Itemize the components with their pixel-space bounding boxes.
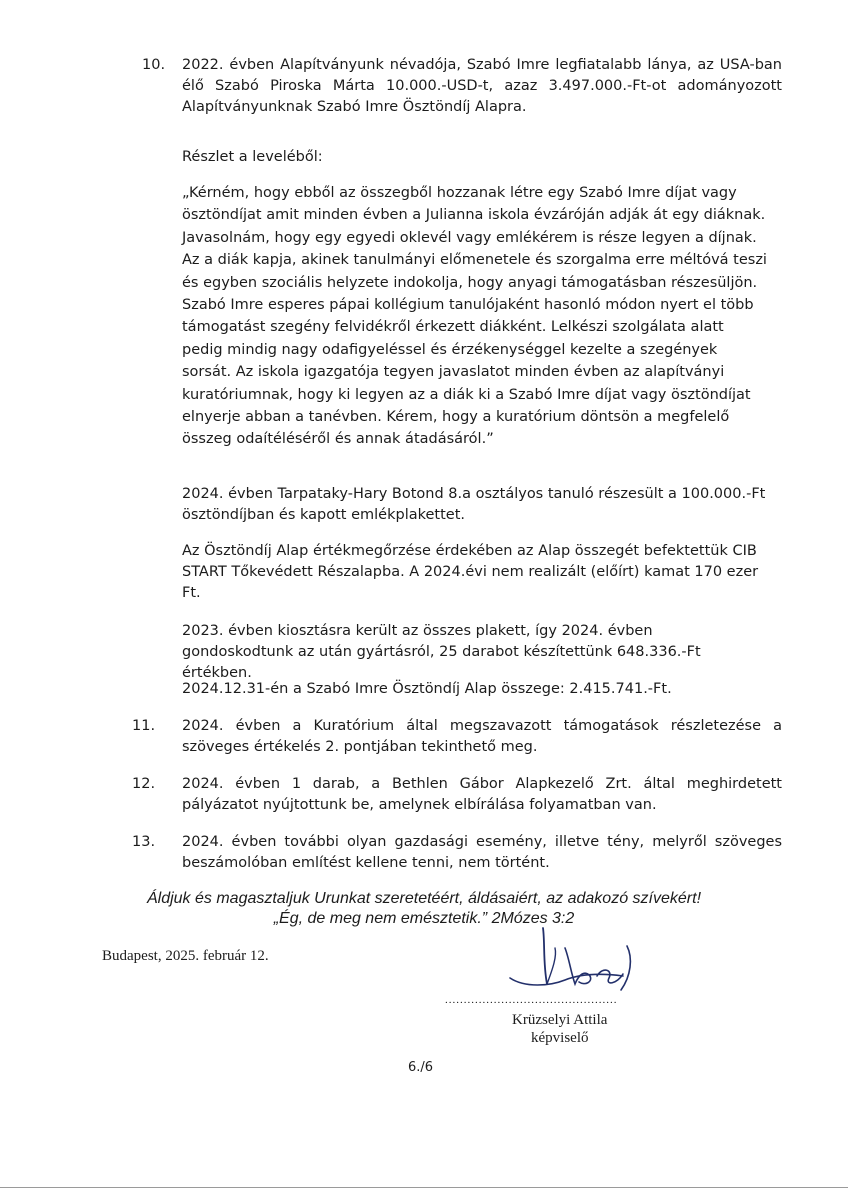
signer-name: Krüzselyi Attila — [512, 1012, 608, 1028]
item-text: 2024. évben további olyan gazdasági esemény, illetve tény, melyről szöveges beszámolóban említést kellene tenni, nem történt. — [182, 834, 782, 871]
letter-quote: „Kérném, hogy ebből az összegből hozzanak létre egy Szabó Imre díjat vagy ösztöndíjat amit minden évben a Julianna iskola évzáróján adják át egy diáknak. Javasolnám, hogy egy egyedi oklevél vagy emlékérem is része legyen a díjnak. Az a diák kapja, akinek tanulmányi előmenetele és szorgalma erre méltóvá teszi és egyben szociális helyzete indokolja, hogy anyagi támogatásban részesüljön. Szabó Imre esperes pápai kollégium tanulójaként hasonló módon nyert el több támogatást szegény felvidékről érkezett diákként. Lelkészi szolgálata alatt pedig mindig nagy odafigyeléssel és érzékenységgel kezelte a szegények sorsát. Az iskola igazgatója tegyen javaslatot minden évben az alapítványi kuratóriumnak, hogy ki legyen az a diák ki a Szabó Imre díjat vagy ösztöndíjat elnyerje abban a tanévben. Kérem, hogy a kuratórium döntsön a megfelelő összeg odaítéléséről és annak átadásáról.” — [182, 185, 767, 448]
signer-title: képviselő — [531, 1030, 589, 1046]
plaques-paragraph: 2023. évben kiosztásra került az összes plakett, így 2024. évben gondoskodtunk az után gyártásról, 25 darabot készítettünk 648.336.-Ft értékben. — [182, 623, 701, 681]
item-number: 11. — [132, 718, 156, 734]
item-number: 10. — [142, 57, 166, 73]
fund-balance-paragraph: 2024.12.31-én a Szabó Imre Ösztöndíj Alap összege: 2.415.741.-Ft. — [182, 681, 672, 697]
bottom-divider — [0, 1187, 848, 1188]
item-number: 13. — [132, 834, 156, 850]
fund-investment-paragraph: Az Ösztöndíj Alap értékmegőrzése érdekében az Alap összegét befektettük CIB START Tőkevédett Részalapba. A 2024.évi nem realizált (előírt) kamat 170 ezer Ft. — [182, 543, 759, 601]
bible-quote-line: „Ég, de meg nem emésztetik.” 2Mózes 3:2 — [273, 910, 575, 927]
item-number: 12. — [132, 776, 156, 792]
item-text: 2022. évben Alapítványunk névadója, Szabó Imre legfiatalabb lánya, az USA-ban élő Szabó Piroska Márta 10.000.-USD-t, azaz 3.497.000.-Ft-ot adományozott Alapítványunknak Szabó Imre Ösztöndíj Alapra. — [182, 57, 782, 115]
signature-line: .............................................. — [445, 994, 618, 1006]
excerpt-label: Részlet a leveléből: — [182, 149, 323, 165]
item-text: 2024. évben 1 darab, a Bethlen Gábor Alapkezelő Zrt. által meghirdetett pályázatot nyújtottunk be, amelynek elbírálása folyamatban van. — [182, 776, 782, 813]
page-number: 6./6 — [408, 1060, 434, 1075]
item-text: 2024. évben a Kuratórium által megszavazott támogatások részletezése a szöveges értékelés 2. pontjában tekinthető meg. — [182, 718, 782, 755]
scholarship-winner-paragraph: 2024. évben Tarpataky-Hary Botond 8.a osztályos tanuló részesült a 100.000.-Ft ösztöndíjban és kapott emlékplakettet. — [182, 486, 766, 523]
place-and-date: Budapest, 2025. február 12. — [102, 948, 269, 964]
blessing-line: Áldjuk és magasztaljuk Urunkat szeretetéért, áldásaiért, az adakozó szívekért! — [146, 890, 702, 907]
